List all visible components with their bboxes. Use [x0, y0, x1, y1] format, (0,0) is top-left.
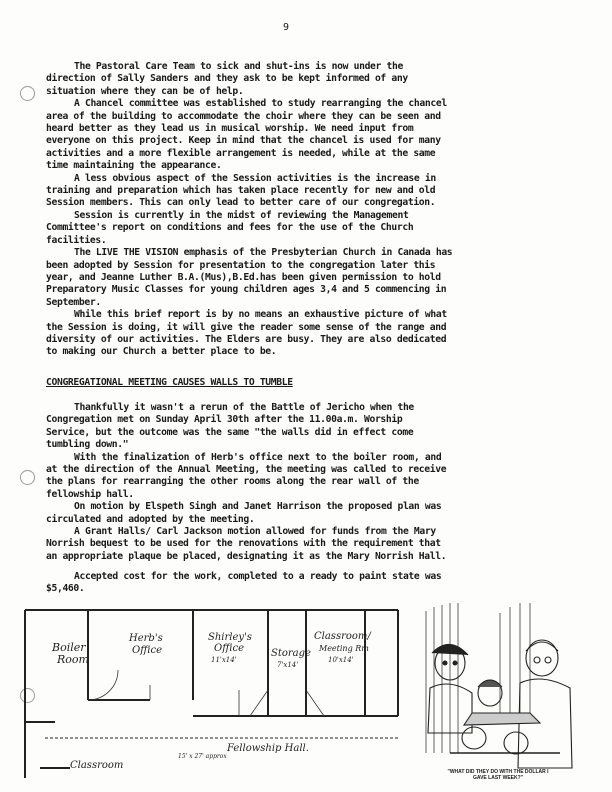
- text-line: While this brief report is by no means an exhaustive picture of what: [74, 309, 447, 321]
- text-line: to making our Church a better place to be.: [46, 346, 277, 358]
- text-line: Session members. This can only lead to better care of our congregation.: [46, 197, 436, 209]
- label-shirleys: Shirley's Office 11'x14': [208, 632, 252, 664]
- text-line: Norrish bequest to be used for the renovations with the requirement that: [46, 538, 441, 550]
- text-line: circulated and adopted by the meeting.: [46, 513, 255, 525]
- text-line: fellowship hall.: [46, 488, 134, 500]
- text-line: situation where they can be of help.: [46, 85, 244, 97]
- plan-doors: [88, 670, 324, 716]
- figure-head-right: [526, 640, 558, 676]
- text-line: Preparatory Music Classes for young children ages 3,4 and 5 commencing in: [46, 284, 447, 296]
- cost-line: $5,460.: [46, 583, 85, 595]
- cartoon-caption-line: "WHAT DID THEY DO WITH THE DOLLAR I: [447, 769, 549, 775]
- cartoon-caption-line: GAVE LAST WEEK?": [472, 775, 524, 781]
- text-line: A Grant Halls/ Carl Jackson motion allowed for funds from the Mary: [74, 526, 436, 538]
- text-line: Congregation met on Sunday April 30th after the 11.00a.m. Worship: [46, 414, 403, 426]
- text-line: year, and Jeanne Luther B.A.(Mus),B.Ed.has been given permission to hold: [46, 271, 441, 283]
- cartoon-illustration: [420, 603, 578, 769]
- text-line: Thankfully it wasn't a rerun of the Battle of Jericho when the: [74, 402, 414, 413]
- text-line: diversity of our activities. The Elders are busy. They are also dedicated: [46, 333, 447, 345]
- text-line: been adopted by Session for presentation to the congregation later this: [46, 259, 436, 271]
- text-line: The Pastoral Care Team to sick and shut-ins is now under the: [74, 61, 403, 72]
- binder-hole: [20, 470, 35, 485]
- text-line: facilities.: [46, 234, 107, 246]
- text-line: A Chancel committee was established to study rearranging the chancel: [74, 98, 447, 110]
- text-line: the Session is doing, it will give the reader some sense of the range and: [46, 321, 447, 333]
- label-storage: Storage 7'x14': [271, 648, 311, 669]
- text-line: Service, but the outcome was the same "the walls did in effect come: [46, 426, 414, 438]
- text-line: September.: [46, 296, 101, 308]
- floor-plan-sketch: [0, 590, 410, 792]
- text-line: tumbling down.": [46, 439, 129, 451]
- text-line: Session is currently in the midst of reviewing the Management: [74, 209, 409, 221]
- text-line: training and preparation which has taken place recently for new and old: [46, 185, 436, 197]
- session-report: [46, 61, 574, 359]
- text-line: The LIVE THE VISION emphasis of the Presbyterian Church in Canada has: [74, 247, 453, 259]
- label-hall-size: 15' x 27' approx: [178, 753, 227, 760]
- label-fellowship-hall: Fellowship Hall.: [227, 743, 309, 754]
- text-line: everyone on this project. Keep in mind that the chancel is used for many: [46, 135, 441, 147]
- label-classroom: Classroom: [70, 760, 124, 771]
- text-line: an appropriate plaque be placed, designating it as the Mary Norrish Hall.: [46, 550, 447, 562]
- text-line: With the finalization of Herb's office next to the boiler room, and: [74, 451, 442, 463]
- section-heading: CONGREGATIONAL MEETING CAUSES WALLS TO TUMBLE: [46, 377, 293, 388]
- label-boiler: Boiler Room: [52, 641, 89, 666]
- text-line: area of the building to accommodate the choir where they can be seen and: [46, 110, 441, 122]
- text-line: at the direction of the Annual Meeting, the meeting was called to receive: [46, 464, 447, 476]
- text-line: time maintaining the appearance.: [46, 160, 222, 172]
- text-line: the plans for rearranging the other rooms along the rear wall of the: [46, 476, 419, 488]
- binder-hole: [20, 86, 35, 101]
- meeting-report: [46, 402, 574, 563]
- cost-line: Accepted cost for the work, completed to a ready to paint state was: [74, 571, 442, 582]
- page-number: 9: [283, 22, 290, 33]
- cartoon-caption: [424, 769, 572, 781]
- text-line: activities and a more flexible arrangement is needed, while at the same: [46, 147, 436, 159]
- text-line: A less obvious aspect of the Session activities is the increase in: [74, 172, 436, 184]
- label-classroom-meeting: Classroom/ Meeting Rm 10'x14': [314, 631, 371, 664]
- text-line: Committee's report on conditions and fees for the use of the Church: [46, 222, 414, 234]
- text-line: heard better as they lead us in musical worship. We need input from: [46, 123, 414, 135]
- label-herbs: Herb's Office: [129, 633, 163, 656]
- text-line: direction of Sally Sanders and they ask to be kept informed of any: [46, 73, 408, 85]
- text-line: On motion by Elspeth Singh and Janet Harrison the proposed plan was: [74, 501, 442, 513]
